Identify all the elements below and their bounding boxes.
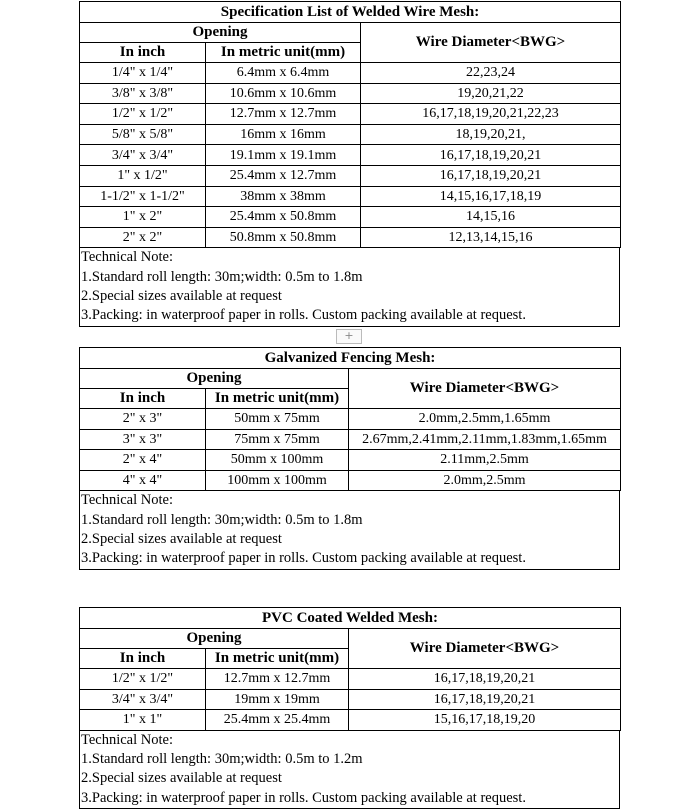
opening-inch-cell: 2" x 3" — [80, 409, 206, 430]
table-title: Specification List of Welded Wire Mesh: — [80, 2, 621, 23]
wire-diameter-cell: 14,15,16,17,18,19 — [361, 186, 621, 207]
opening-metric-cell: 100mm x 100mm — [206, 470, 349, 491]
opening-inch-cell: 3/4" x 3/4" — [80, 145, 206, 166]
metric-header: In metric unit(mm) — [206, 389, 349, 409]
opening-inch-cell: 2" x 2" — [80, 227, 206, 248]
opening-metric-cell: 19.1mm x 19.1mm — [206, 145, 361, 166]
inch-header: In inch — [80, 389, 206, 409]
opening-metric-cell: 50.8mm x 50.8mm — [206, 227, 361, 248]
insert-plus-button[interactable]: + — [336, 329, 362, 344]
table-row — [80, 104, 621, 125]
technical-notes — [79, 248, 620, 326]
wire-diameter-cell: 16,17,18,19,20,21,22,23 — [361, 104, 621, 125]
inch-header: In inch — [80, 43, 206, 63]
opening-inch-cell: 1-1/2" x 1-1/2" — [80, 186, 206, 207]
technical-note-line: 1.Standard roll length: 30m;width: 0.5m to 1.8m — [81, 268, 363, 285]
technical-note-heading: Technical Note: — [81, 492, 173, 509]
opening-inch-cell: 1/4" x 1/4" — [80, 63, 206, 84]
opening-inch-cell: 3/8" x 3/8" — [80, 83, 206, 104]
wire-diameter-cell: 22,23,24 — [361, 63, 621, 84]
wire-diameter-cell: 19,20,21,22 — [361, 83, 621, 104]
technical-note-line: 3.Packing: in waterproof paper in rolls. Custom packing available at request. — [81, 789, 526, 806]
wire-diameter-cell: 16,17,18,19,20,21 — [361, 145, 621, 166]
technical-note-heading: Technical Note: — [81, 731, 173, 748]
technical-note-line: 3.Packing: in waterproof paper in rolls. Custom packing available at request. — [81, 307, 526, 324]
technical-note-line: 3.Packing: in waterproof paper in rolls. Custom packing available at request. — [81, 550, 526, 567]
wire-diameter-cell: 16,17,18,19,20,21 — [361, 165, 621, 186]
table-row — [80, 450, 621, 471]
opening-metric-cell: 25.4mm x 50.8mm — [206, 207, 361, 228]
welded-wire-mesh-section — [79, 1, 620, 327]
welded-wire-mesh-table — [79, 1, 621, 248]
wire-diameter-cell: 15,16,17,18,19,20 — [349, 710, 621, 731]
opening-metric-cell: 50mm x 75mm — [206, 409, 349, 430]
inch-header: In inch — [80, 649, 206, 669]
opening-inch-cell: 1/2" x 1/2" — [80, 104, 206, 125]
opening-header: Opening — [80, 629, 349, 649]
wire-diameter-cell: 2.11mm,2.5mm — [349, 450, 621, 471]
opening-inch-cell: 5/8" x 5/8" — [80, 124, 206, 145]
opening-header: Opening — [80, 23, 361, 43]
table-title: Galvanized Fencing Mesh: — [80, 348, 621, 369]
technical-note-line: 2.Special sizes available at request — [81, 287, 282, 304]
table-body — [80, 409, 621, 491]
opening-metric-cell: 10.6mm x 10.6mm — [206, 83, 361, 104]
opening-inch-cell: 1" x 1" — [80, 710, 206, 731]
table-row — [80, 689, 621, 710]
wire-diameter-header: Wire Diameter<BWG> — [361, 23, 621, 63]
pvc-coated-welded-mesh-table — [79, 607, 621, 731]
technical-note-line: 1.Standard roll length: 30m;width: 0.5m to 1.2m — [81, 751, 363, 768]
opening-inch-cell: 2" x 4" — [80, 450, 206, 471]
opening-metric-cell: 50mm x 100mm — [206, 450, 349, 471]
wire-diameter-cell: 18,19,20,21, — [361, 124, 621, 145]
wire-diameter-cell: 2.67mm,2.41mm,2.11mm,1.83mm,1.65mm — [349, 429, 621, 450]
table-row — [80, 429, 621, 450]
opening-inch-cell: 1" x 1/2" — [80, 165, 206, 186]
opening-metric-cell: 12.7mm x 12.7mm — [206, 104, 361, 125]
technical-notes — [79, 731, 620, 809]
technical-note-line: 1.Standard roll length: 30m;width: 0.5m to 1.8m — [81, 511, 363, 528]
table-row — [80, 83, 621, 104]
table-row — [80, 470, 621, 491]
table-row — [80, 207, 621, 228]
table-row — [80, 165, 621, 186]
table-row — [80, 669, 621, 690]
table-row — [80, 186, 621, 207]
opening-inch-cell: 4" x 4" — [80, 470, 206, 491]
opening-metric-cell: 38mm x 38mm — [206, 186, 361, 207]
opening-inch-cell: 3/4" x 3/4" — [80, 689, 206, 710]
table-row — [80, 409, 621, 430]
table-row — [80, 124, 621, 145]
table-row — [80, 145, 621, 166]
table-title: PVC Coated Welded Mesh: — [80, 608, 621, 629]
table-body — [80, 63, 621, 248]
wire-diameter-cell: 16,17,18,19,20,21 — [349, 669, 621, 690]
wire-diameter-cell: 16,17,18,19,20,21 — [349, 689, 621, 710]
wire-diameter-cell: 2.0mm,2.5mm,1.65mm — [349, 409, 621, 430]
wire-diameter-header: Wire Diameter<BWG> — [349, 369, 621, 409]
table-row — [80, 63, 621, 84]
galvanized-fencing-mesh-section — [79, 347, 620, 570]
technical-note-heading: Technical Note: — [81, 249, 173, 266]
pvc-coated-welded-mesh-section — [79, 607, 620, 809]
opening-metric-cell: 12.7mm x 12.7mm — [206, 669, 349, 690]
metric-header: In metric unit(mm) — [206, 43, 361, 63]
table-row — [80, 227, 621, 248]
opening-metric-cell: 16mm x 16mm — [206, 124, 361, 145]
wire-diameter-cell: 2.0mm,2.5mm — [349, 470, 621, 491]
opening-metric-cell: 25.4mm x 25.4mm — [206, 710, 349, 731]
opening-header: Opening — [80, 369, 349, 389]
opening-metric-cell: 6.4mm x 6.4mm — [206, 63, 361, 84]
technical-note-line: 2.Special sizes available at request — [81, 770, 282, 787]
opening-metric-cell: 19mm x 19mm — [206, 689, 349, 710]
wire-diameter-cell: 14,15,16 — [361, 207, 621, 228]
galvanized-fencing-mesh-table — [79, 347, 621, 491]
technical-note-line: 2.Special sizes available at request — [81, 530, 282, 547]
technical-notes — [79, 491, 620, 569]
wire-diameter-header: Wire Diameter<BWG> — [349, 629, 621, 669]
table-body — [80, 669, 621, 731]
opening-inch-cell: 1" x 2" — [80, 207, 206, 228]
wire-diameter-cell: 12,13,14,15,16 — [361, 227, 621, 248]
opening-metric-cell: 75mm x 75mm — [206, 429, 349, 450]
metric-header: In metric unit(mm) — [206, 649, 349, 669]
table-row — [80, 710, 621, 731]
opening-metric-cell: 25.4mm x 12.7mm — [206, 165, 361, 186]
opening-inch-cell: 3" x 3" — [80, 429, 206, 450]
opening-inch-cell: 1/2" x 1/2" — [80, 669, 206, 690]
